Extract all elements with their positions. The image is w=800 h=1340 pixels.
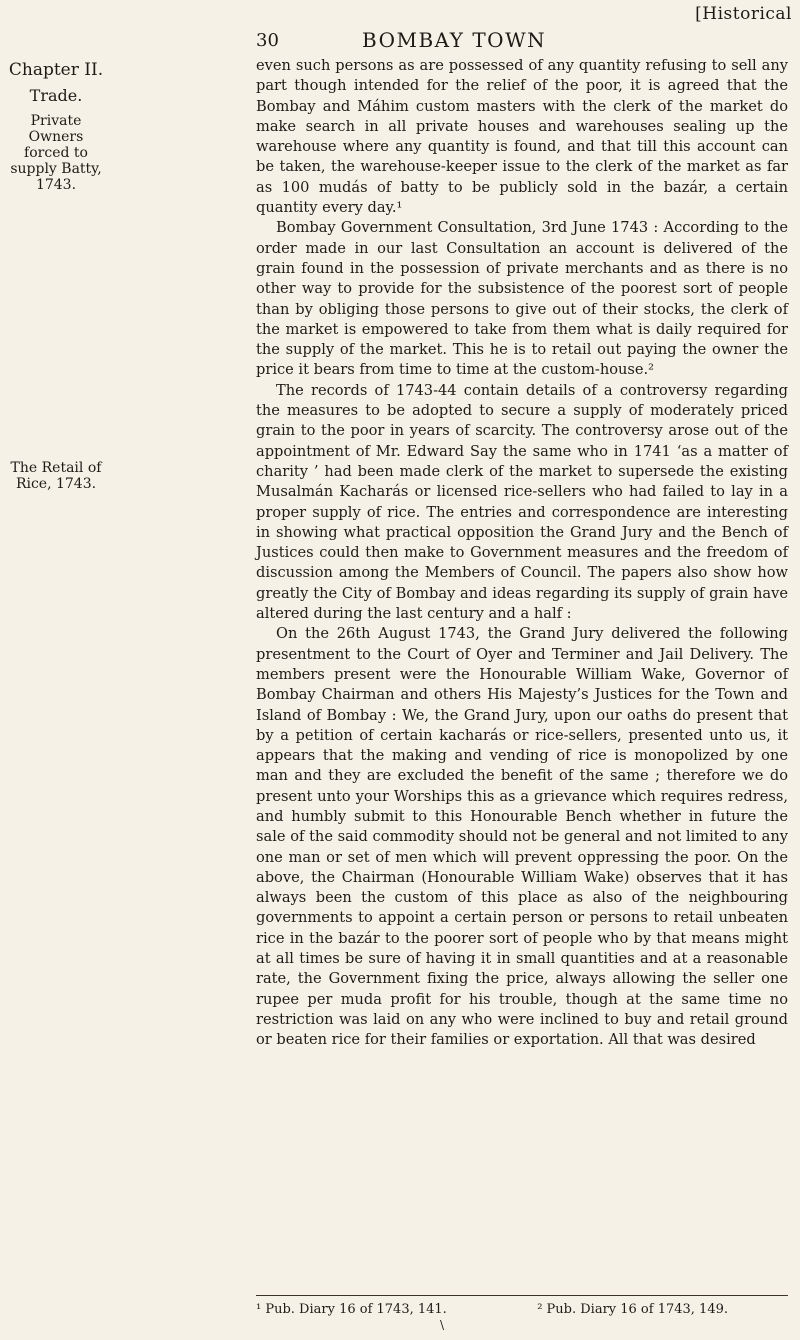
main-text	[256, 56, 788, 1051]
footnote-rule	[256, 1295, 788, 1296]
footnotes	[256, 1302, 788, 1317]
running-title: BOMBAY TOWN	[362, 28, 547, 52]
margin-chapter: Chapter II.	[8, 60, 104, 80]
paragraph: even such persons as are possessed of any quantity refusing to sell any part though intended for the relief of the poor, it is agreed that the Bombay and Máhim custom masters with the clerk of the market do make search in all private houses and warehouses sealing up the warehouse where any quantity is found, and that till this account can be taken, the warehouse-keeper issue to the clerk of the market as far as 100 mudás of batty to be publicly sold in the bazár, a certain quantity every day.¹	[256, 57, 788, 217]
paragraph: On the 26th August 1743, the Grand Jury delivered the following presentment to the Court of Oyer and Terminer and Jail Delivery. The members present were the Honourable William Wake, Governor of Bombay Chairman and others His Majesty’s Justices for the Town and Island of Bombay : We, the Grand Jury, upon our oaths do present that by a petition of certain kacharás or rice-sellers, presented unto us, it appears that the making and vending of rice is monopolized by one man and they are excluded the benefit of the same ; therefore we do present unto your Worships this as a grievance which requires redress, and humbly submit to this Honourable Bench whether in future the sale of the said commodity should not be general and not limited to any one man or set of men which will prevent oppressing the poor. On the above, the Chairman (Honourable William Wake) observes that it has always been the custom of this place as also of the neighbouring governments to appoint a certain person or persons to retail unbeaten rice in the bazár to the poorer sort of people who by that means might at all times be sure of having it in small quantities and at a reasonable rate, the Government fixing the price, always allowing the seller one rupee per muda profit for his trouble, though at the same time no restriction was laid on any who were inclined to buy and retail ground or beaten rice for their families or exportation. All that was desired	[256, 625, 788, 1049]
margin-section: Trade.	[29, 85, 83, 105]
margin-block-2	[6, 452, 106, 492]
paragraph: The records of 1743-44 contain details of a controversy regarding the measures to be adopted to secure a supply of moderately priced grain to the poor in years of scarcity. The controversy arose out of the appointment of Mr. Edward Say the same who in 1741 ‘as a matter of charity ’ had been made clerk of the market to supersede the existing Musalmán Kacharás or licensed rice-sellers who had failed to lay in a proper supply of rice. The entries and correspondence are interesting in showing what practical opposition the Grand Jury and the Bench of Justices could then make to Government measures and the freedom of discussion among the Members of Council. The papers also show how greatly the City of Bombay and ideas regarding its supply of grain have altered during the last century and a half :	[256, 381, 788, 623]
paragraph: Bombay Government Consultation, 3rd June 1743 : According to the order made in our last Consultation an account is delivered of the grain found in the possession of private merchants and as there is no other way to provide for the subsistence of the poorest sort of people than by obliging those persons to give out of their stocks, the clerk of the market is empowered to take from them what is daily required for the supply of the market. This he is to retail out paying the owner the price it bears from time to time at the custom-house.²	[256, 219, 788, 379]
section-header: [Historical	[695, 4, 792, 24]
footnote-2: ² Pub. Diary 16 of 1743, 149.	[537, 1302, 728, 1317]
printer-mark: \	[440, 1318, 445, 1332]
footnote-1: ¹ Pub. Diary 16 of 1743, 141.	[256, 1302, 447, 1317]
page-number: 30	[256, 30, 279, 51]
margin-note-retail-rice: The Retail of Rice, 1743.	[10, 460, 102, 493]
margin-block-1	[6, 62, 106, 193]
margin-note-private-owners: Private Owners forced to supply Batty, 1743.	[10, 112, 102, 194]
